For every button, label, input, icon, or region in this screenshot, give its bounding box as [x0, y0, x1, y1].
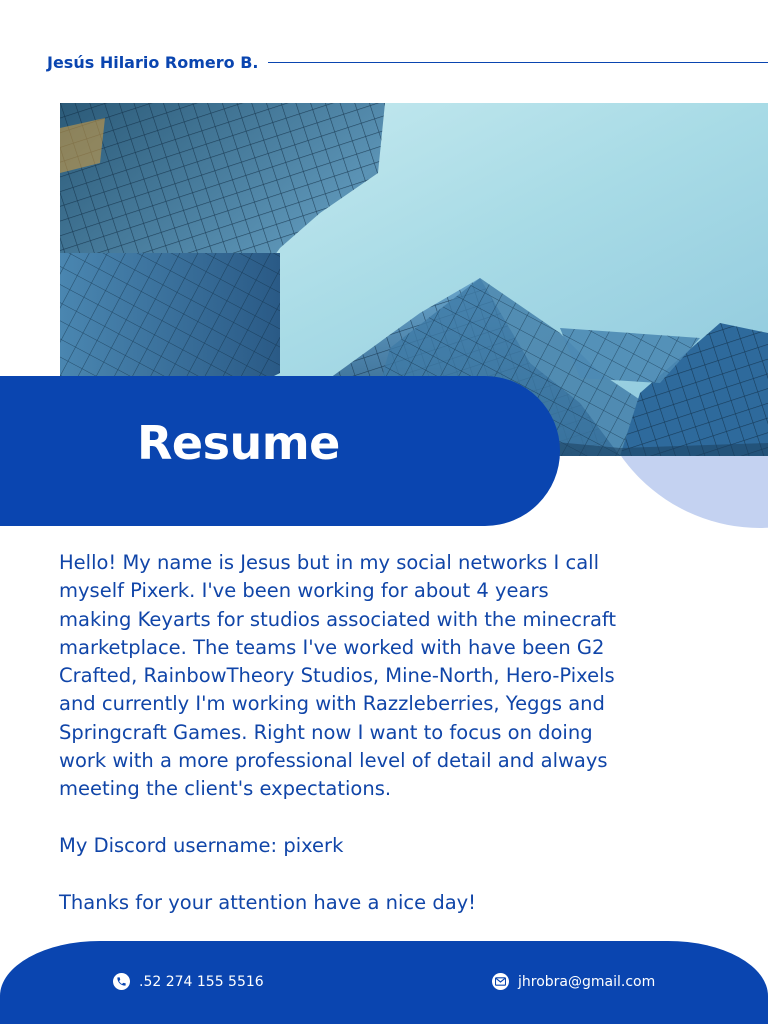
email-address: jhrobra@gmail.com — [518, 973, 656, 990]
summary-line: meeting the client's expectations. — [59, 777, 392, 801]
header — [47, 50, 768, 74]
summary-line: marketplace. The teams I've worked with have been G2 — [59, 635, 605, 659]
summary-line: Springcraft Games. Right now I want to focus on doing — [59, 720, 593, 744]
closing-text: Thanks for your attention have a nice day! — [59, 890, 477, 914]
summary-section — [59, 549, 709, 917]
spacer — [59, 804, 709, 832]
summary-line: making Keyarts for studios associated with the minecraft — [59, 607, 617, 631]
footer — [0, 941, 768, 1024]
mail-icon — [492, 973, 509, 990]
summary-line: Hello! My name is Jesus but in my social networks I call — [59, 551, 599, 574]
summary-line: Crafted, RainbowTheory Studios, Mine-North, Hero-Pixels — [59, 664, 615, 688]
author-name: Jesús Hilario Romero B. — [47, 52, 259, 72]
spacer — [59, 860, 709, 888]
summary-line: and currently I'm working with Razzleberries, Yeggs and — [59, 692, 605, 716]
summary-line: work with a more professional level of detail and always — [59, 749, 608, 773]
phone-number: .52 274 155 5516 — [139, 973, 264, 990]
email-contact[interactable] — [492, 973, 655, 990]
phone-icon — [113, 973, 130, 990]
discord-username: My Discord username: pixerk — [59, 833, 344, 857]
summary-line: myself Pixerk. I've been working for about 4 years — [59, 579, 549, 603]
title-band — [0, 376, 560, 526]
page-title: Resume — [137, 416, 340, 470]
header-divider — [268, 62, 768, 63]
phone-contact[interactable] — [113, 973, 264, 990]
